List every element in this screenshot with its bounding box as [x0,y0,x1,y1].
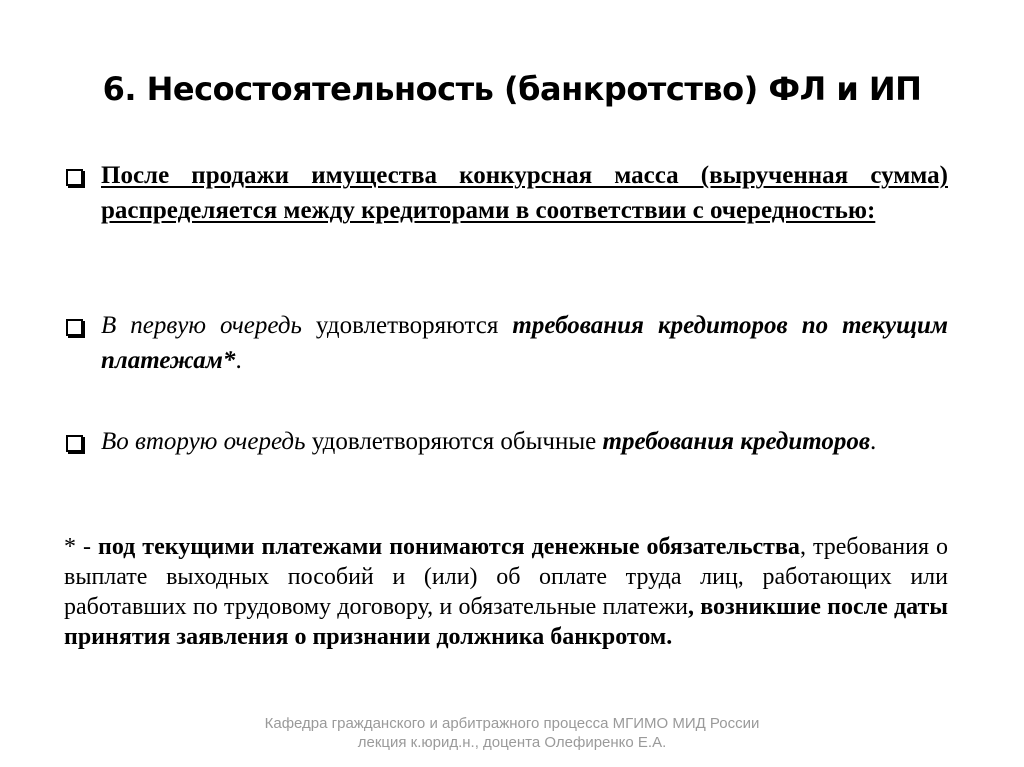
slide-title: 6. Несостоятельность (банкротство) ФЛ и ИП [102,70,922,108]
bullet-item-first-priority [64,308,948,378]
footer-lecturer: лекция к.юрид.н., доцента Олефиренко Е.А. [357,734,667,751]
slide-footer [0,714,1024,752]
bullet-period: . [870,428,877,455]
bullet-period: . [235,347,242,374]
checkbox-square-icon [66,319,83,336]
bullet-connector-text: удовлетворяются [301,312,513,339]
priority-label: Во вторую очередь [101,428,306,455]
footnote [64,532,948,652]
claims-text: требования кредиторов [602,428,871,455]
footer-department: Кафедра гражданского и арбитражного процесса МГИМО МИД России [264,715,760,732]
footnote-definition: под текущими платежами понимаются денежные обязательства [98,534,800,560]
footnote-body: , требования о выплате выходных пособий и (или) об оплате труда лиц, работающих или работавших по трудовому договору, и обязательные платежи [64,534,948,620]
footnote-marker: * - [64,534,99,560]
footnote-ending: , возникшие после даты принятия заявления о признании должника банкротом. [64,594,949,650]
priority-label: В первую очередь [101,312,302,339]
checkbox-square-icon [66,435,83,452]
bullet-text [101,424,948,459]
bullet-text [101,308,948,378]
bullet-connector-text: удовлетворяются обычные [305,428,603,455]
claims-text: требования кредиторов по текущим платежам* [101,312,948,374]
checkbox-square-icon [66,169,83,186]
bullet-item-second-priority [64,424,948,459]
bullet-text: После продажи имущества конкурсная масса (вырученная сумма) распределяется между кредиторами в соответствии с очередностью: [101,162,948,224]
bullet-item-distribution [64,158,948,228]
